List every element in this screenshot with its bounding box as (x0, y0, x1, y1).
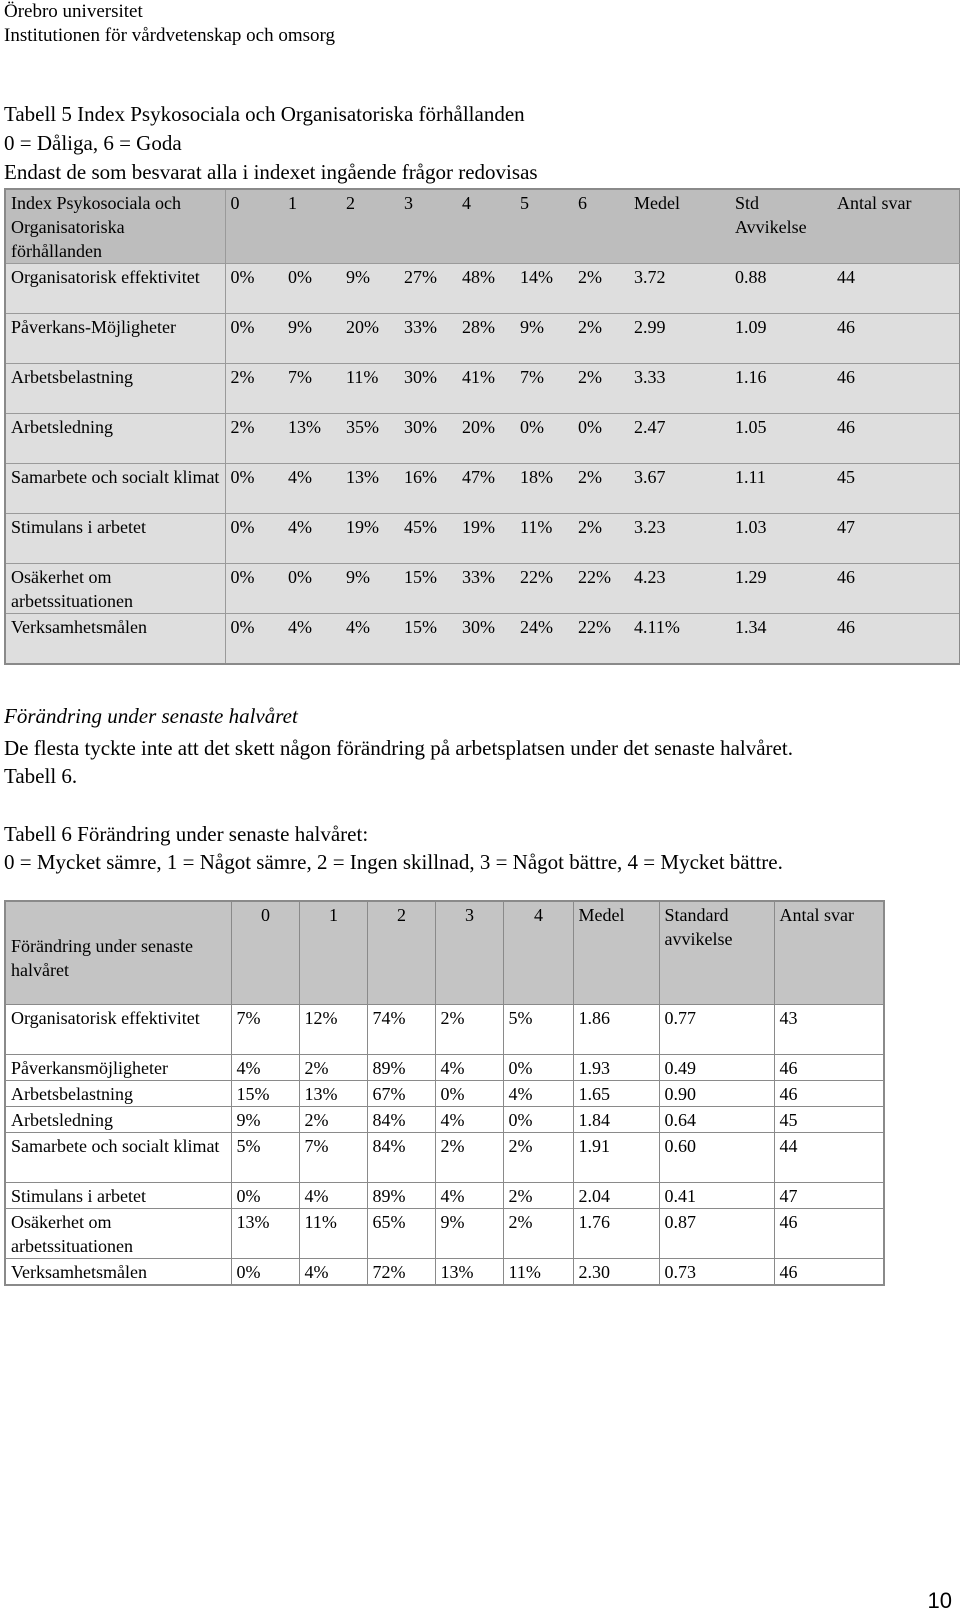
table5-cell: 0% (225, 464, 283, 514)
table5-row-label: Organisatorisk effektivitet (5, 264, 225, 314)
table5-cell: 0% (225, 514, 283, 564)
table5-row (5, 364, 960, 414)
table6-row-label: Verksamhetsmålen (5, 1259, 231, 1286)
table5-cell: 16% (399, 464, 457, 514)
table5-cell: 2% (573, 314, 629, 364)
table6-cell: 12% (299, 1005, 367, 1055)
table5-cell: 44 (832, 264, 960, 314)
table6-cell: 1.93 (573, 1055, 659, 1081)
table6-row-label: Samarbete och socialt klimat (5, 1133, 231, 1183)
table5-cell: 4% (283, 514, 341, 564)
table6-cell: 0% (503, 1107, 573, 1133)
table6-caption-title: Tabell 6 Förändring under senaste halvåret: (4, 822, 369, 846)
table5-cell: 35% (341, 414, 399, 464)
table5-cell: 2% (573, 264, 629, 314)
table5-cell: 2% (573, 464, 629, 514)
table5-cell: 19% (457, 514, 515, 564)
table6-row-label: Organisatorisk effektivitet (5, 1005, 231, 1055)
table5-header-cell: 1 (283, 189, 341, 264)
table6-cell: 0.49 (659, 1055, 774, 1081)
table6-cell: 0.77 (659, 1005, 774, 1055)
table5-cell: 0% (225, 314, 283, 364)
table6 (4, 900, 885, 1286)
table5-cell: 30% (457, 614, 515, 665)
table6-cell: 11% (503, 1259, 573, 1286)
table5-cell: 9% (341, 264, 399, 314)
table5-cell: 1.03 (730, 514, 832, 564)
table5-cell: 48% (457, 264, 515, 314)
table6-cell: 46 (774, 1209, 884, 1259)
table5-cell: 2.47 (629, 414, 730, 464)
table6-cell: 2% (503, 1209, 573, 1259)
table6-header-label: Förändring under senaste halvåret (5, 901, 231, 1005)
table5-cell: 1.11 (730, 464, 832, 514)
table5-row-label: Verksamhetsmålen (5, 614, 225, 665)
table5-cell: 15% (399, 614, 457, 665)
table5-cell: 9% (515, 314, 573, 364)
table5-cell: 3.23 (629, 514, 730, 564)
table5-cell: 19% (341, 514, 399, 564)
table5-cell: 22% (515, 564, 573, 614)
table5-cell: 18% (515, 464, 573, 514)
table5-row (5, 264, 960, 314)
table5-header-cell: 3 (399, 189, 457, 264)
table5-cell: 46 (832, 314, 960, 364)
table6-cell: 46 (774, 1081, 884, 1107)
table6-header-cell: 0 (231, 901, 299, 1005)
table6-cell: 2% (299, 1055, 367, 1081)
table6-cell: 5% (231, 1133, 299, 1183)
table6-cell: 74% (367, 1005, 435, 1055)
table5-cell: 0% (283, 564, 341, 614)
table5-header-cell: Medel (629, 189, 730, 264)
table6-cell: 44 (774, 1133, 884, 1183)
table6-cell: 13% (435, 1259, 503, 1286)
table5-header-cell: 0 (225, 189, 283, 264)
section-paragraph-line1: De flesta tyckte inte att det skett någon förändring på arbetsplatsen under det senaste halvåret. (4, 736, 793, 760)
table6-cell: 4% (299, 1259, 367, 1286)
table5-caption-scale: 0 = Dåliga, 6 = Goda (4, 131, 182, 155)
table6-cell: 4% (231, 1055, 299, 1081)
table6-cell: 1.65 (573, 1081, 659, 1107)
table6-row-label: Osäkerhet om arbetssituationen (5, 1209, 231, 1259)
table5-cell: 2% (573, 364, 629, 414)
table6-cell: 0.60 (659, 1133, 774, 1183)
table5-cell: 1.09 (730, 314, 832, 364)
table5-caption-title: Tabell 5 Index Psykosociala och Organisatoriska förhållanden (4, 102, 525, 126)
table5-cell: 9% (283, 314, 341, 364)
table6-header-cell: 1 (299, 901, 367, 1005)
table6-cell: 1.91 (573, 1133, 659, 1183)
table6-row-label: Arbetsledning (5, 1107, 231, 1133)
table5-cell: 4.23 (629, 564, 730, 614)
table5-cell: 30% (399, 414, 457, 464)
table5-cell: 4% (283, 464, 341, 514)
table5-cell: 9% (341, 564, 399, 614)
table5-row (5, 414, 960, 464)
table5-row (5, 564, 960, 614)
table5-row (5, 614, 960, 665)
table6-cell: 9% (435, 1209, 503, 1259)
table5-cell: 4.11% (629, 614, 730, 665)
table5-cell: 4% (341, 614, 399, 665)
table5-row-label: Samarbete och socialt klimat (5, 464, 225, 514)
table5-cell: 11% (341, 364, 399, 414)
table6-header-cell: 4 (503, 901, 573, 1005)
table5-cell: 1.05 (730, 414, 832, 464)
table6-row (5, 1183, 884, 1209)
table6-cell: 2% (435, 1133, 503, 1183)
table6-cell: 11% (299, 1209, 367, 1259)
table6-cell: 0.41 (659, 1183, 774, 1209)
table6-row (5, 1081, 884, 1107)
table5-cell: 3.33 (629, 364, 730, 414)
page-number: 10 (927, 1588, 952, 1613)
table5-cell: 20% (341, 314, 399, 364)
table5-cell: 2% (225, 364, 283, 414)
table5-cell: 46 (832, 614, 960, 665)
table5-cell: 7% (283, 364, 341, 414)
table5-cell: 27% (399, 264, 457, 314)
table6-row-label: Påverkansmöjligheter (5, 1055, 231, 1081)
table5-cell: 13% (283, 414, 341, 464)
table5-header-cell: Std Avvikelse (730, 189, 832, 264)
table6-cell: 1.86 (573, 1005, 659, 1055)
table5-cell: 15% (399, 564, 457, 614)
table5-header-label: Index Psykosociala och Organisatoriska förhållanden (5, 189, 225, 264)
table5-cell: 47% (457, 464, 515, 514)
table5 (4, 188, 960, 665)
table5-cell: 2.99 (629, 314, 730, 364)
institution-name: Institutionen för vårdvetenskap och omsorg (4, 25, 336, 46)
table6-cell: 89% (367, 1055, 435, 1081)
table6-cell: 0.73 (659, 1259, 774, 1286)
table6-cell: 0% (503, 1055, 573, 1081)
table6-cell: 5% (503, 1005, 573, 1055)
table6-cell: 0% (231, 1183, 299, 1209)
table5-cell: 33% (457, 564, 515, 614)
table5-cell: 1.34 (730, 614, 832, 665)
table5-cell: 24% (515, 614, 573, 665)
table5-cell: 46 (832, 564, 960, 614)
table6-cell: 2% (503, 1183, 573, 1209)
table5-cell: 0% (573, 414, 629, 464)
table6-cell: 2% (503, 1133, 573, 1183)
table6-cell: 2% (435, 1005, 503, 1055)
table5-header-cell: 4 (457, 189, 515, 264)
table5-cell: 30% (399, 364, 457, 414)
table5-cell: 3.67 (629, 464, 730, 514)
table5-cell: 22% (573, 564, 629, 614)
table5-cell: 0% (225, 614, 283, 665)
table6-cell: 4% (503, 1081, 573, 1107)
table6-cell: 0% (435, 1081, 503, 1107)
table5-row-label: Stimulans i arbetet (5, 514, 225, 564)
table6-header-cell: 3 (435, 901, 503, 1005)
table6-row (5, 1259, 884, 1286)
table5-cell: 41% (457, 364, 515, 414)
table6-row (5, 1005, 884, 1055)
table6-cell: 7% (299, 1133, 367, 1183)
table6-cell: 0.64 (659, 1107, 774, 1133)
table6-row (5, 1107, 884, 1133)
table6-cell: 13% (299, 1081, 367, 1107)
table6-cell: 47 (774, 1183, 884, 1209)
table6-cell: 2.30 (573, 1259, 659, 1286)
table5-row-label: Arbetsledning (5, 414, 225, 464)
table6-header-cell: Medel (573, 901, 659, 1005)
table5-cell: 3.72 (629, 264, 730, 314)
university-name: Örebro universitet (4, 1, 143, 22)
table5-cell: 0% (225, 564, 283, 614)
table5-header-cell: 2 (341, 189, 399, 264)
table5-cell: 1.29 (730, 564, 832, 614)
table5-row-label: Osäkerhet om arbetssituationen (5, 564, 225, 614)
table5-cell: 1.16 (730, 364, 832, 414)
table6-cell: 89% (367, 1183, 435, 1209)
table6-cell: 46 (774, 1259, 884, 1286)
table5-cell: 0% (225, 264, 283, 314)
table6-row-label: Arbetsbelastning (5, 1081, 231, 1107)
table5-cell: 47 (832, 514, 960, 564)
table6-caption-scale: 0 = Mycket sämre, 1 = Något sämre, 2 = Ingen skillnad, 3 = Något bättre, 4 = Mycket bättre. (4, 850, 783, 874)
table5-cell: 0% (283, 264, 341, 314)
table5-cell: 14% (515, 264, 573, 314)
table6-cell: 67% (367, 1081, 435, 1107)
table5-caption-note: Endast de som besvarat alla i indexet ingående frågor redovisas (4, 160, 538, 184)
table6-cell: 2.04 (573, 1183, 659, 1209)
table5-cell: 45 (832, 464, 960, 514)
table6-cell: 7% (231, 1005, 299, 1055)
table6-header-row (5, 901, 884, 1005)
table6-cell: 84% (367, 1133, 435, 1183)
table5-cell: 20% (457, 414, 515, 464)
table5-cell: 4% (283, 614, 341, 665)
table6-cell: 1.84 (573, 1107, 659, 1133)
table5-cell: 46 (832, 364, 960, 414)
table6-cell: 84% (367, 1107, 435, 1133)
table5-cell: 2% (225, 414, 283, 464)
table5-cell: 0.88 (730, 264, 832, 314)
table5-cell: 46 (832, 414, 960, 464)
table5-header-cell: Antal svar (832, 189, 960, 264)
table5-cell: 33% (399, 314, 457, 364)
table5-cell: 45% (399, 514, 457, 564)
table6-cell: 1.76 (573, 1209, 659, 1259)
table6-cell: 4% (435, 1055, 503, 1081)
table6-row (5, 1055, 884, 1081)
table6-row (5, 1133, 884, 1183)
table5-row (5, 314, 960, 364)
table5-row-label: Arbetsbelastning (5, 364, 225, 414)
table6-cell: 65% (367, 1209, 435, 1259)
table5-cell: 7% (515, 364, 573, 414)
table5-header-row (5, 189, 960, 264)
table6-cell: 15% (231, 1081, 299, 1107)
table6-row-label: Stimulans i arbetet (5, 1183, 231, 1209)
table6-cell: 0.87 (659, 1209, 774, 1259)
table6-cell: 9% (231, 1107, 299, 1133)
table5-cell: 11% (515, 514, 573, 564)
table6-cell: 2% (299, 1107, 367, 1133)
table6-row (5, 1209, 884, 1259)
table5-row-label: Påverkans-Möjligheter (5, 314, 225, 364)
table5-header-cell: 5 (515, 189, 573, 264)
table6-cell: 0.90 (659, 1081, 774, 1107)
table6-cell: 4% (435, 1183, 503, 1209)
table5-header-cell: 6 (573, 189, 629, 264)
table6-cell: 0% (231, 1259, 299, 1286)
table5-cell: 28% (457, 314, 515, 364)
table6-header-cell: 2 (367, 901, 435, 1005)
table6-cell: 46 (774, 1055, 884, 1081)
table5-row (5, 514, 960, 564)
table6-cell: 4% (435, 1107, 503, 1133)
table5-cell: 2% (573, 514, 629, 564)
table6-cell: 4% (299, 1183, 367, 1209)
table6-header-cell: Antal svar (774, 901, 884, 1005)
table5-cell: 22% (573, 614, 629, 665)
table6-cell: 13% (231, 1209, 299, 1259)
section-heading: Förändring under senaste halvåret (4, 704, 298, 728)
table5-row (5, 464, 960, 514)
table5-cell: 0% (515, 414, 573, 464)
table5-cell: 13% (341, 464, 399, 514)
table6-cell: 45 (774, 1107, 884, 1133)
section-paragraph-line2: Tabell 6. (4, 764, 78, 788)
table6-cell: 72% (367, 1259, 435, 1286)
table6-cell: 43 (774, 1005, 884, 1055)
table6-header-cell: Standard avvikelse (659, 901, 774, 1005)
